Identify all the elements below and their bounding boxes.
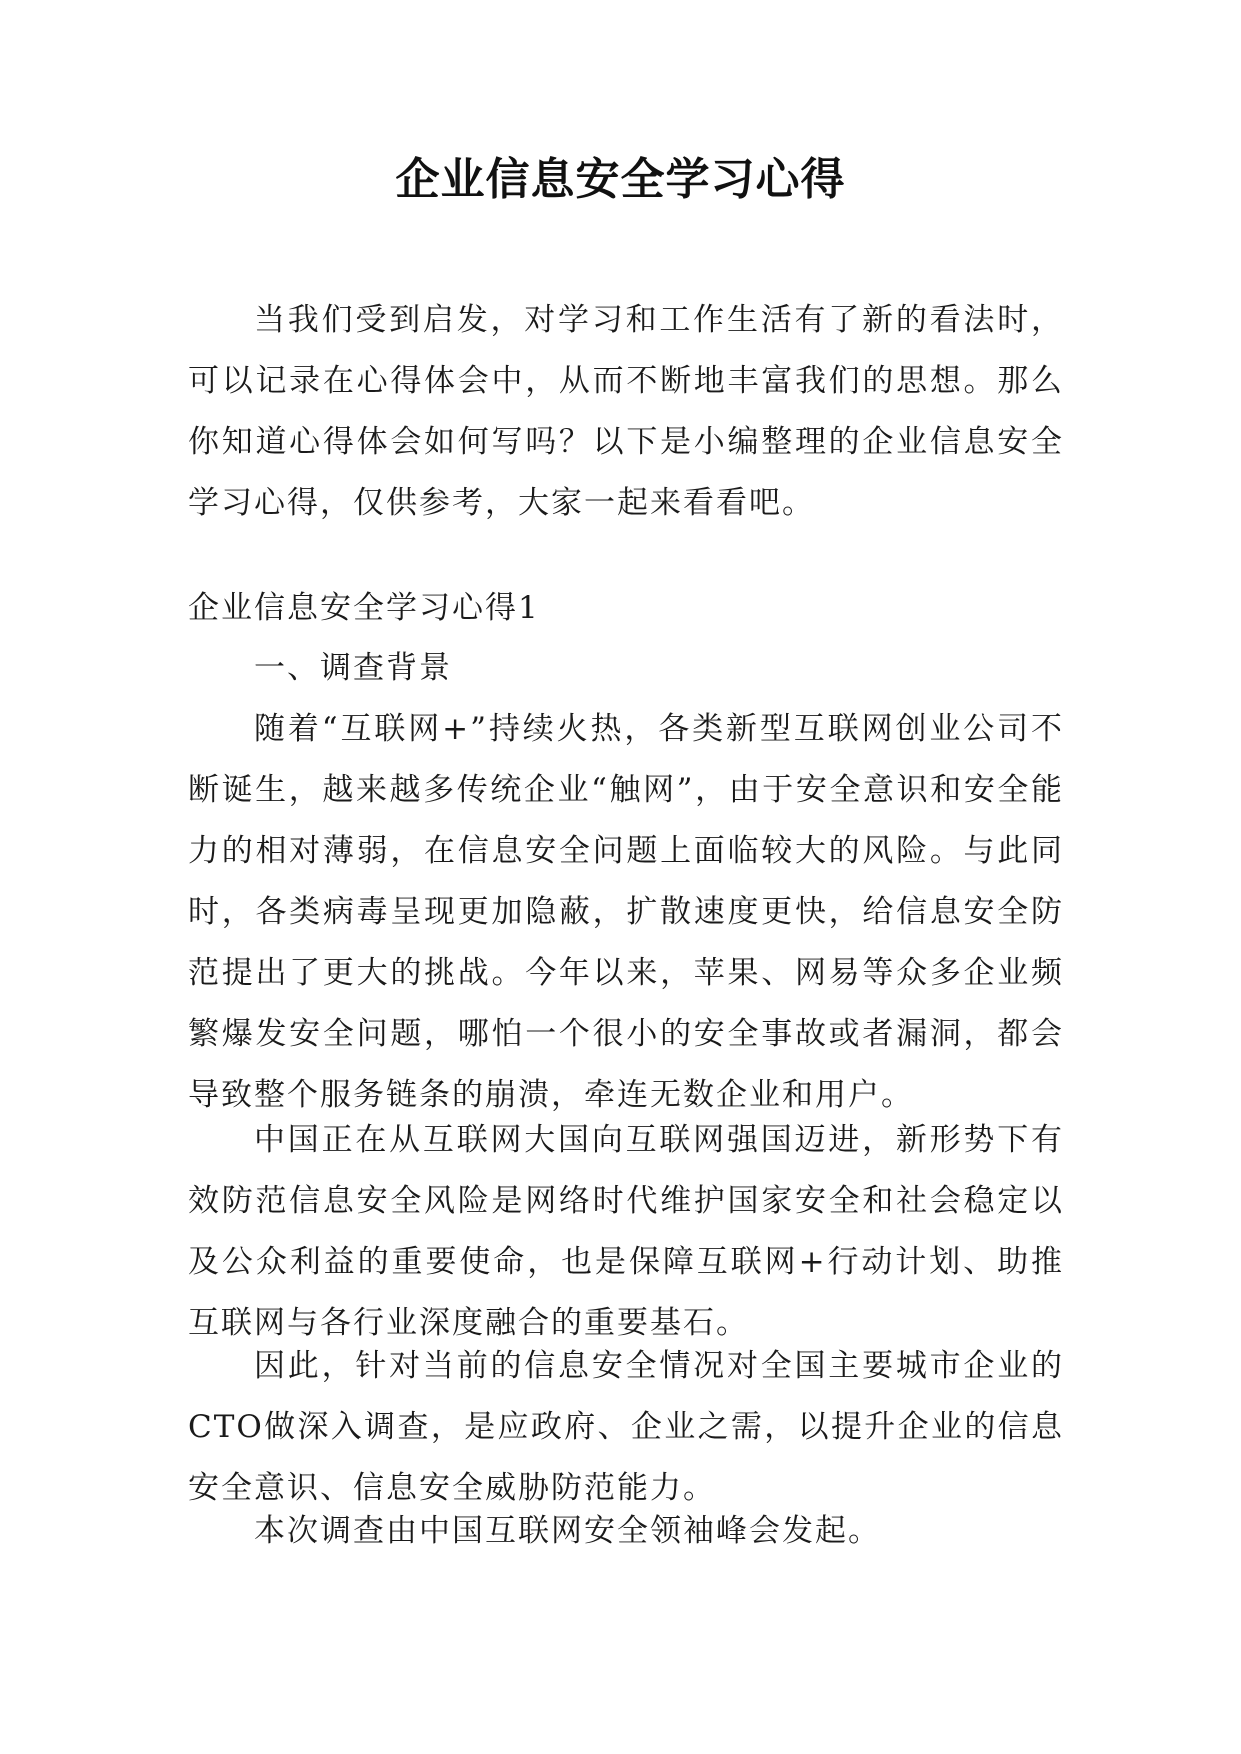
section-subheading: 一、调查背景 — [254, 650, 452, 686]
body-paragraph: 本次调查由中国互联网安全领袖峰会发起。 — [254, 1513, 881, 1549]
intro-paragraph: 当我们受到启发，对学习和工作生活有了新的看法时，可以记录在心得体会中，从而不断地丰富我们的思想。那么你知道心得体会如何写吗？以下是小编整理的企业信息安全学习心得，仅供参考，大家一起来看看吧。 — [188, 302, 1064, 521]
document-title: 企业信息安全学习心得 — [395, 154, 846, 205]
body-paragraph: 随着“互联网+”持续火热，各类新型互联网创业公司不断诞生，越来越多传统企业“触网”，由于安全意识和安全能力的相对薄弱，在信息安全问题上面临较大的风险。与此同时，各类病毒呈现更加隐蔽，扩散速度更快，给信息安全防范提出了更大的挑战。今年以来，苹果、网易等众多企业频繁爆发安全问题，哪怕一个很小的安全事故或者漏洞，都会导致整个服务链条的崩溃，牵连无数企业和用户。 — [188, 711, 1064, 1113]
body-paragraph: 中国正在从互联网大国向互联网强国迈进，新形势下有效防范信息安全风险是网络时代维护国家安全和社会稳定以及公众利益的重要使命，也是保障互联网+行动计划、助推互联网与各行业深度融合的重要基石。 — [188, 1122, 1064, 1341]
section-heading: 企业信息安全学习心得1 — [188, 590, 540, 626]
body-paragraph: 因此，针对当前的信息安全情况对全国主要城市企业的CTO做深入调查，是应政府、企业之需，以提升企业的信息安全意识、信息安全威胁防范能力。 — [188, 1348, 1064, 1506]
